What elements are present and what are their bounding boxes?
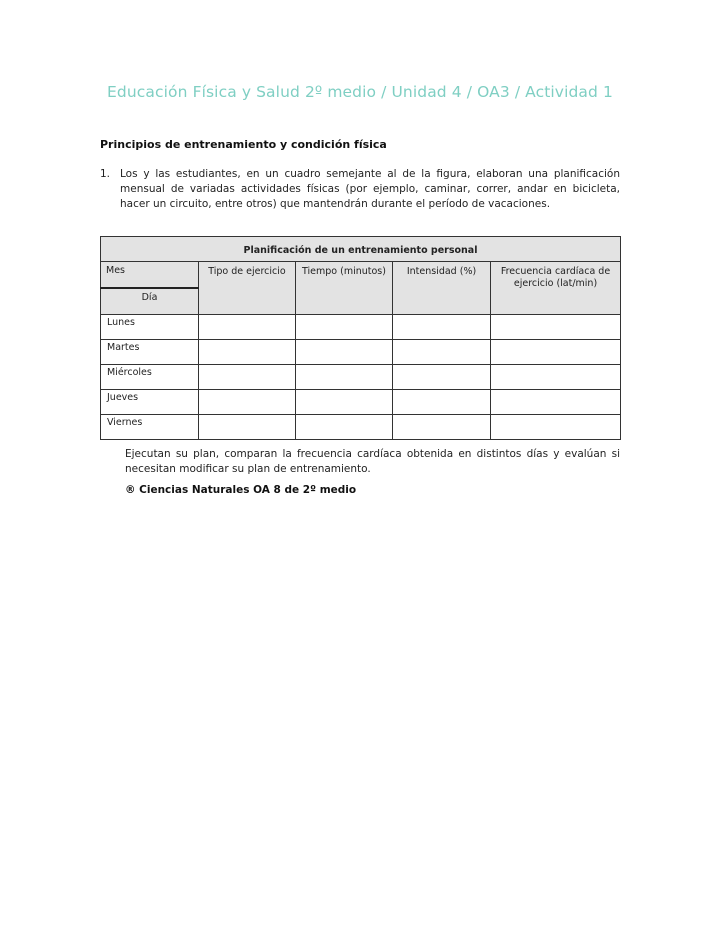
cell-tipo-ejercicio[interactable]: [199, 365, 296, 390]
cell-tiempo[interactable]: [296, 315, 393, 340]
cell-tipo-ejercicio[interactable]: [199, 315, 296, 340]
table-row: [101, 340, 621, 365]
cell-frecuencia[interactable]: [491, 315, 621, 340]
curriculum-reference: ® Ciencias Naturales OA 8 de 2º medio: [125, 484, 357, 496]
cell-intensidad[interactable]: [393, 315, 491, 340]
item-text: Los y las estudiantes, en un cuadro semejante al de la figura, elaboran una planificación mensual de variadas actividades físicas (por ejemplo, caminar, correr, andar en bicicleta, hacer un circuito, entre otros) que mantendrán durante el período de vacaciones.: [120, 168, 620, 210]
header-tiempo: Tiempo (minutos): [296, 262, 393, 315]
header-tipo-ejercicio: Tipo de ejercicio: [199, 262, 296, 315]
section-heading: Principios de entrenamiento y condición física: [100, 138, 387, 151]
table-title: Planificación de un entrenamiento personal: [101, 237, 621, 262]
cell-frecuencia[interactable]: [491, 340, 621, 365]
row-day-label: Lunes: [101, 315, 199, 340]
table-row: [101, 365, 621, 390]
cell-frecuencia[interactable]: [491, 415, 621, 440]
page-title: Educación Física y Salud 2º medio / Unidad 4 / OA3 / Actividad 1: [107, 83, 613, 101]
row-day-label: Martes: [101, 340, 199, 365]
training-plan-table: [100, 236, 621, 440]
table-row: [101, 315, 621, 340]
cell-tiempo[interactable]: [296, 415, 393, 440]
row-day-label: Miércoles: [101, 365, 199, 390]
numbered-item: [100, 167, 620, 212]
cell-tiempo[interactable]: [296, 365, 393, 390]
cell-intensidad[interactable]: [393, 415, 491, 440]
cell-tipo-ejercicio[interactable]: [199, 415, 296, 440]
header-frecuencia-cardiaca: Frecuencia cardíaca de ejercicio (lat/min): [491, 262, 621, 315]
header-mes: Mes: [101, 262, 199, 289]
cell-tiempo[interactable]: [296, 390, 393, 415]
cell-intensidad[interactable]: [393, 365, 491, 390]
item-number: 1.: [100, 168, 111, 180]
header-intensidad: Intensidad (%): [393, 262, 491, 315]
closing-paragraph: Ejecutan su plan, comparan la frecuencia cardíaca obtenida en distintos días y evalúan si necesitan modificar su plan de entrenamiento.: [125, 448, 620, 475]
cell-frecuencia[interactable]: [491, 365, 621, 390]
table-row: [101, 415, 621, 440]
cell-intensidad[interactable]: [393, 340, 491, 365]
cell-tipo-ejercicio[interactable]: [199, 390, 296, 415]
table-row: [101, 390, 621, 415]
cell-tiempo[interactable]: [296, 340, 393, 365]
cell-frecuencia[interactable]: [491, 390, 621, 415]
cell-tipo-ejercicio[interactable]: [199, 340, 296, 365]
header-dia: Día: [101, 288, 199, 315]
cell-intensidad[interactable]: [393, 390, 491, 415]
row-day-label: Viernes: [101, 415, 199, 440]
row-day-label: Jueves: [101, 390, 199, 415]
table-title-row: [101, 237, 621, 262]
table-header-row: [101, 262, 621, 289]
